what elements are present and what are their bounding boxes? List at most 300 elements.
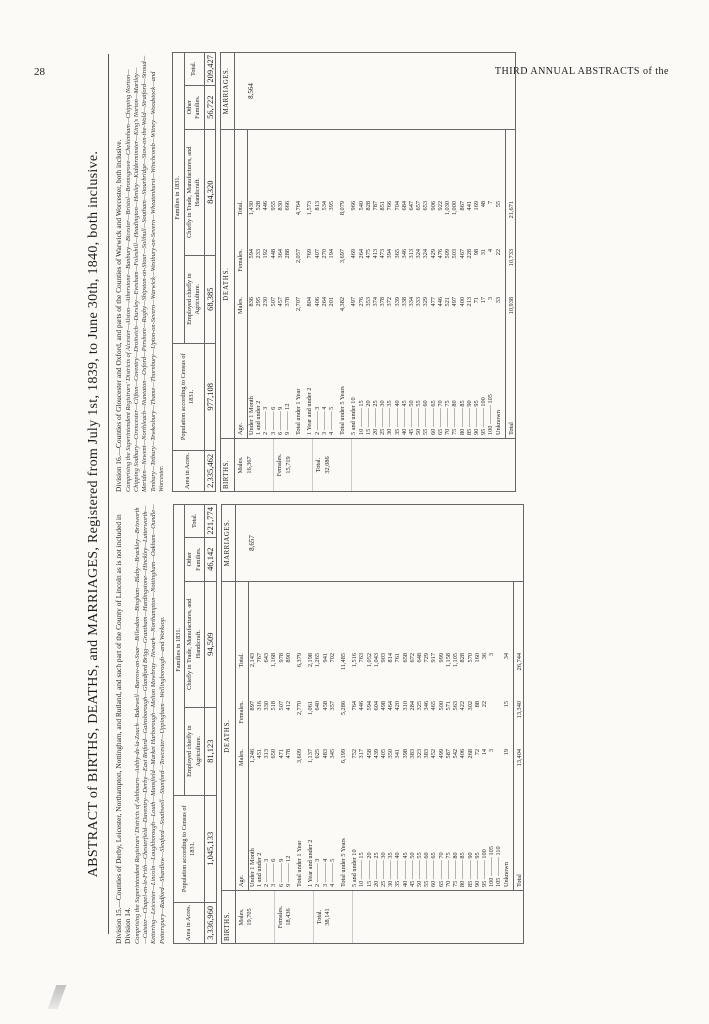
- deaths-column-headers: [236, 582, 249, 890]
- deaths-males: 497: [451, 297, 459, 307]
- deaths-males: 457: [276, 297, 284, 307]
- deaths-total: 766: [386, 201, 394, 211]
- age-header: Age.: [237, 874, 245, 887]
- deaths-age: Unknown: [494, 410, 502, 435]
- deaths-total: 1,000: [451, 201, 459, 216]
- deaths-males: 2,707: [295, 297, 303, 312]
- population-header: Population according to Census of 1831.: [173, 795, 205, 902]
- families-header: Families in 1831.: [173, 53, 185, 344]
- fam-trade-header: Chiefly in Trade, Manufactures, and Handicraft.: [184, 129, 204, 255]
- deaths-females: 31: [480, 249, 488, 256]
- deaths-row: [422, 130, 429, 438]
- deaths-males: 542: [452, 749, 460, 759]
- deaths-age: 70 ——— 75: [444, 852, 452, 887]
- deaths-row: [328, 130, 335, 438]
- deaths-total: 48: [480, 201, 488, 208]
- deaths-total: 906: [429, 201, 437, 211]
- deaths-total: 7: [487, 201, 495, 205]
- deaths-total: [495, 649, 502, 697]
- deaths-total: 1,430: [248, 201, 256, 216]
- deaths-age: 85 ——— 90: [466, 852, 474, 887]
- males-header: Males.: [237, 297, 245, 314]
- deaths-females: 464: [387, 701, 395, 711]
- deaths-age: Total under 1 Year: [295, 388, 303, 435]
- fam-total-header: Total.: [185, 505, 205, 538]
- deaths-males: 471: [277, 749, 285, 759]
- deaths-age: 55 ——— 60: [423, 852, 431, 887]
- deaths-females: 98: [472, 249, 480, 256]
- deaths-females: 270: [320, 249, 328, 259]
- deaths-age: 1 and under 2: [255, 400, 263, 435]
- deaths-males: 333: [415, 297, 423, 307]
- deaths-total: 867: [458, 201, 466, 211]
- deaths-females: 594: [248, 249, 256, 259]
- deaths-age: 15 ——— 20: [365, 852, 373, 887]
- deaths-males: 230: [262, 297, 270, 307]
- deaths-age: 60 ——— 65: [429, 400, 437, 435]
- deaths-females: 467: [458, 249, 466, 259]
- deaths-females: 3,697: [339, 249, 347, 264]
- deaths-row: [415, 130, 422, 438]
- deaths-total: 1,043: [372, 653, 380, 668]
- deaths-row: [480, 130, 487, 438]
- families-header: Families in 1831.: [173, 505, 185, 796]
- deaths-males: 329: [422, 297, 430, 307]
- deaths-females: 507: [277, 701, 285, 711]
- deaths-age: 3 ——— 4: [320, 406, 328, 435]
- deaths-males: 406: [459, 749, 467, 759]
- deaths-males: 383: [408, 749, 416, 759]
- deaths-row: [513, 582, 523, 890]
- population-value: 1,045,133: [205, 795, 217, 902]
- deaths-females: 465: [430, 701, 438, 711]
- deaths-males: 317: [358, 749, 366, 759]
- deaths-total: 828: [364, 201, 372, 211]
- deaths-females: 446: [358, 701, 366, 711]
- females-header: Females.: [237, 249, 245, 272]
- deaths-age: 80 ——— 85: [459, 852, 467, 887]
- deaths-males: 836: [248, 297, 256, 307]
- deaths-total: 534: [320, 201, 328, 211]
- deaths-total: 704: [393, 201, 401, 211]
- deaths-row: [503, 582, 510, 890]
- deaths-total: 8,079: [339, 201, 347, 216]
- deaths-row: [488, 582, 495, 890]
- deaths-age: 75 ——— 80: [451, 400, 459, 435]
- deaths-total: 1,573: [306, 201, 314, 216]
- deaths-total: 917: [430, 653, 438, 663]
- deaths-females: 13,340: [515, 701, 523, 719]
- deaths-age: 2 ——— 3: [262, 406, 270, 435]
- deaths-age: 55 ——— 60: [422, 400, 430, 435]
- deaths-age: 9 ——— 12: [284, 403, 292, 435]
- fam-agri-header: Employed chiefly in Agriculture.: [185, 707, 205, 795]
- fam-trade-header: Chiefly in Trade, Manufactures, and Handicraft.: [185, 581, 205, 707]
- deaths-total: 169: [472, 201, 480, 211]
- females-header: Females.: [237, 701, 245, 724]
- deaths-age: 75 ——— 80: [452, 852, 460, 887]
- deaths-males: 439: [372, 749, 380, 759]
- deaths-row: [437, 130, 444, 438]
- deaths-row: [430, 130, 437, 438]
- fam-total-header: Total.: [184, 53, 204, 86]
- deaths-total: 4,764: [295, 201, 303, 216]
- deaths-row: [495, 582, 502, 890]
- deaths-age: 4 ——— 5: [328, 406, 336, 435]
- deaths-age: Under 1 Month: [248, 848, 256, 887]
- area-population-families-table: [172, 52, 216, 492]
- marriages-value: 8,657: [247, 535, 256, 551]
- deaths-females: 448: [269, 249, 277, 259]
- deaths-row: [295, 130, 302, 438]
- deaths-females: 22: [480, 701, 488, 708]
- births-entry: [236, 891, 275, 943]
- deaths-row: [366, 582, 373, 890]
- deaths-total: 672: [408, 653, 416, 663]
- deaths-males: 497: [350, 297, 358, 307]
- deaths-age: 105 ——— 110: [495, 846, 503, 887]
- deaths-row: [350, 130, 357, 438]
- deaths-males: 3: [487, 297, 495, 301]
- marriages-column: [222, 505, 523, 581]
- deaths-males: 374: [372, 297, 380, 307]
- deaths-females: 346: [423, 701, 431, 711]
- deaths-males: 268: [466, 749, 474, 759]
- deaths-age: 85 ——— 90: [465, 400, 473, 435]
- births-entry: [274, 439, 313, 491]
- deaths-header: DEATHS.: [221, 130, 235, 438]
- deaths-males: 400: [458, 297, 466, 307]
- deaths-males: 452: [430, 749, 438, 759]
- deaths-total: 34: [502, 653, 510, 660]
- deaths-males: [495, 745, 502, 793]
- deaths-age: 3 ——— 6: [269, 406, 277, 435]
- deaths-females: 330: [263, 701, 271, 711]
- deaths-row: [372, 130, 379, 438]
- deaths-row: [430, 582, 437, 890]
- deaths-total: 761: [394, 653, 402, 663]
- deaths-total: 941: [321, 653, 329, 663]
- deaths-row: [296, 582, 303, 890]
- deaths-row: [451, 130, 458, 438]
- deaths-age: 45 ——— 50: [408, 400, 416, 435]
- deaths-age: 20 ——— 25: [372, 400, 380, 435]
- deaths-females: 518: [270, 701, 278, 711]
- deaths-row: [270, 130, 277, 438]
- deaths-females: 509: [444, 249, 452, 259]
- deaths-females: 284: [408, 701, 416, 711]
- deaths-age: 5 and under 10: [350, 397, 358, 435]
- deaths-total: 26,744: [515, 653, 523, 671]
- deaths-total: 653: [422, 201, 430, 211]
- deaths-males: 499: [437, 749, 445, 759]
- deaths-age: 10 ——— 15: [358, 852, 366, 887]
- deaths-row: [358, 130, 365, 438]
- deaths-row: [321, 130, 328, 438]
- births-header: BIRTHS.: [221, 439, 235, 491]
- deaths-males: 353: [364, 297, 372, 307]
- deaths-males: 71: [472, 297, 480, 304]
- deaths-total: 11,485: [340, 653, 348, 671]
- area-value: 2,335,462: [204, 450, 216, 491]
- deaths-row: [340, 582, 347, 890]
- deaths-total: 1,168: [270, 653, 278, 668]
- deaths-total: 570: [466, 653, 474, 663]
- deaths-males: 378: [284, 297, 292, 307]
- deaths-total: 1,030: [444, 201, 452, 216]
- deaths-row: [314, 130, 321, 438]
- deaths-age: 100 ——— 105: [488, 846, 496, 887]
- deaths-females: 324: [422, 249, 430, 259]
- deaths-females: 88: [473, 701, 481, 708]
- area-value: 3,336,960: [205, 902, 217, 943]
- deaths-females: 413: [372, 249, 380, 259]
- deaths-age: 10 ——— 15: [357, 400, 365, 435]
- births-entry-label: Males.: [237, 908, 245, 926]
- deaths-age: 50 ——— 55: [416, 852, 424, 887]
- births-entry: [314, 891, 353, 943]
- births-entry-value: 18,436: [285, 908, 293, 926]
- page-number: 28: [34, 66, 45, 78]
- fam-agri-value: 68,385: [204, 255, 216, 343]
- births-entry-label: Males.: [237, 456, 245, 474]
- deaths-total: 395: [328, 201, 336, 211]
- deaths-males: 33: [494, 297, 502, 304]
- deaths-females: 22: [494, 249, 502, 256]
- deaths-age: 2 ——— 3: [263, 858, 271, 887]
- deaths-males: 625: [314, 749, 322, 759]
- deaths-males: 17: [480, 297, 488, 304]
- deaths-males: 338: [400, 297, 408, 307]
- deaths-row: [487, 130, 494, 438]
- division-heading: Division 16.—Counties of Gloucester and Oxford, and parts of the Counties of Warwick and Worcester, both inclusive.: [114, 139, 123, 492]
- deaths-total: 999: [437, 653, 445, 663]
- deaths-row: [249, 582, 256, 890]
- area-header: Area in Acres.: [173, 902, 205, 943]
- deaths-total: 540: [357, 201, 365, 211]
- deaths-total: 729: [423, 653, 431, 663]
- deaths-total: 903: [380, 653, 388, 663]
- deaths-row: [402, 582, 409, 890]
- deaths-females: 498: [380, 701, 388, 711]
- deaths-females: 407: [313, 249, 321, 259]
- deaths-column: [222, 581, 523, 890]
- deaths-males: 3,609: [296, 749, 304, 764]
- deaths-females: 233: [255, 249, 263, 259]
- marriages-header: MARRIAGES.: [221, 53, 235, 129]
- fam-other-header: Other Families.: [185, 537, 205, 581]
- deaths-row: [358, 582, 365, 890]
- deaths-age: 70 ——— 75: [444, 400, 452, 435]
- deaths-females: 194: [328, 249, 336, 259]
- deaths-total: 1,516: [351, 653, 359, 668]
- deaths-row: [278, 582, 285, 890]
- deaths-age: 80 ——— 85: [458, 400, 466, 435]
- deaths-row: [262, 130, 269, 438]
- deaths-age: 90 ——— 95: [472, 400, 480, 435]
- marriages-column: [221, 53, 515, 129]
- fam-agri-value: 81,123: [205, 707, 217, 795]
- deaths-males: 350: [387, 749, 395, 759]
- deaths-row: [445, 582, 452, 890]
- deaths-age: 30 ——— 35: [387, 852, 395, 887]
- deaths-age: 4 ——— 5: [328, 858, 336, 887]
- deaths-age: 40 ——— 45: [400, 400, 408, 435]
- deaths-males: 341: [394, 749, 402, 759]
- deaths-total: 763: [358, 653, 366, 663]
- deaths-males: 276: [357, 297, 365, 307]
- total-header: Total.: [237, 653, 245, 668]
- deaths-females: 422: [459, 701, 467, 711]
- fam-trade-value: 84,320: [204, 129, 216, 255]
- deaths-females: 346: [400, 249, 408, 259]
- deaths-row: [306, 130, 313, 438]
- deaths-males: 4,382: [339, 297, 347, 312]
- deaths-males: 72: [473, 749, 481, 756]
- division-16: [114, 52, 516, 492]
- deaths-total: 702: [328, 653, 336, 663]
- deaths-age: 3 ——— 4: [321, 858, 329, 887]
- deaths-row: [444, 130, 451, 438]
- deaths-row: [277, 130, 284, 438]
- deaths-row: [380, 582, 387, 890]
- deaths-males: 1,246: [248, 749, 256, 764]
- deaths-column-headers: [235, 130, 248, 438]
- deaths-females: 475: [364, 249, 372, 259]
- deaths-males: 334: [408, 297, 416, 307]
- deaths-total: 1,105: [452, 653, 460, 668]
- vital-statistics-grid: [221, 504, 524, 944]
- deaths-males: 398: [401, 749, 409, 759]
- deaths-age: 35 ——— 40: [393, 400, 401, 435]
- deaths-females: 2,770: [296, 701, 304, 716]
- deaths-males: 13,404: [515, 749, 523, 767]
- deaths-age: 95 ——— 100: [480, 849, 488, 887]
- deaths-females: 640: [314, 701, 322, 711]
- deaths-age: 9 ——— 12: [284, 855, 292, 887]
- deaths-age: 2 ——— 3: [314, 858, 322, 887]
- deaths-row: [263, 582, 270, 890]
- deaths-females: 310: [401, 701, 409, 711]
- deaths-age: 6 ——— 9: [277, 858, 285, 887]
- deaths-males: 3: [488, 749, 496, 753]
- deaths-females: 420: [394, 701, 402, 711]
- deaths-males: 451: [256, 749, 264, 759]
- division-districts: Comprising the Superintendent Registrars' Districts of Alcester—Alston—Atherstone—Banbury—Bicester—Bristol—Bromsgrove—Cheltenham—Chipping Norton—Chipping Sodbury—Cirencester—Clifton—Coventry—Droitwich—Dursley—Evesham—Foleshill—Headington—Henley—Kidderminster—King's Norton—Martley—Meriden—Newent—Northleach—Nuneaton—Oxford—Pershore—Rugby—Shipston-on-Stour—Solihull—Southam—Stourbridge—Stow-on-the-Wold—Stratford—Stroud—Tenbury—Tetbury—Tewkesbury—Thame—Thornbury—Upton-on-Severn—Warwick—Westbury-on-Severn—Wheatenhurst—Winchcomb—Witney—Woodstock—and Worcester.: [125, 55, 165, 492]
- deaths-females: 594: [365, 701, 373, 711]
- running-head: THIRD ANNUAL ABSTRACTS of the: [494, 66, 669, 77]
- fam-other-value: 56,722: [204, 85, 216, 129]
- deaths-age: 1 and under 2: [256, 852, 264, 887]
- deaths-total: 647: [408, 201, 416, 211]
- deaths-females: 429: [429, 249, 437, 259]
- deaths-males: 405: [380, 749, 388, 759]
- fam-other-header: Other Families.: [184, 85, 204, 129]
- deaths-total: 813: [313, 201, 321, 211]
- deaths-age: 25 ——— 30: [380, 852, 388, 887]
- deaths-females: 357: [328, 701, 336, 711]
- deaths-age: 30 ——— 35: [386, 400, 394, 435]
- deaths-males: 1,137: [307, 749, 315, 764]
- deaths-males: 213: [465, 297, 473, 307]
- deaths-age: 100 ——— 105: [487, 394, 495, 435]
- deaths-males: 521: [444, 297, 452, 307]
- deaths-age: 60 ——— 65: [430, 852, 438, 887]
- births-entry: [313, 439, 352, 491]
- deaths-row: [314, 582, 321, 890]
- deaths-row: [408, 130, 415, 438]
- deaths-row: [284, 130, 291, 438]
- fam-trade-value: 94,509: [205, 581, 217, 707]
- deaths-females: 394: [386, 249, 394, 259]
- deaths-row: [379, 130, 386, 438]
- deaths-females: 5,286: [340, 701, 348, 716]
- deaths-males: 458: [365, 749, 373, 759]
- deaths-row: [438, 582, 445, 890]
- males-header: Males.: [237, 749, 245, 766]
- deaths-age: 65 ——— 70: [436, 400, 444, 435]
- deaths-age: 35 ——— 40: [394, 852, 402, 887]
- deaths-row: [365, 130, 372, 438]
- deaths-females: [488, 697, 495, 745]
- deaths-total: 528: [255, 201, 263, 211]
- division-15: [114, 504, 524, 944]
- deaths-row: [307, 582, 314, 890]
- deaths-total: 658: [401, 653, 409, 663]
- deaths-total: 2,198: [307, 653, 315, 668]
- deaths-males: 478: [284, 749, 292, 759]
- deaths-females: 473: [379, 249, 387, 259]
- deaths-age: Under 1 Month: [248, 396, 256, 435]
- deaths-age: 3 ——— 6: [270, 858, 278, 887]
- deaths-age: 2 ——— 3: [313, 406, 321, 435]
- deaths-males: 446: [436, 297, 444, 307]
- population-value: 977,108: [204, 343, 216, 450]
- deaths-row: [452, 582, 459, 890]
- births-entry: [235, 439, 274, 491]
- deaths-row: [459, 130, 466, 438]
- deaths-total: 1,052: [365, 653, 373, 668]
- deaths-row: [394, 582, 401, 890]
- deaths-row: [329, 582, 336, 890]
- births-column: [221, 438, 515, 491]
- deaths-row: [394, 130, 401, 438]
- deaths-total: 666: [284, 201, 292, 211]
- deaths-age: 95 ——— 100: [480, 397, 488, 435]
- deaths-row: [423, 582, 430, 890]
- title-rule: [108, 54, 109, 934]
- fam-total-value: 209,427: [204, 53, 216, 86]
- deaths-females: 764: [351, 701, 359, 711]
- deaths-total: 828: [459, 653, 467, 663]
- deaths-females: 412: [284, 701, 292, 711]
- deaths-females: 192: [262, 249, 270, 259]
- deaths-males: 313: [263, 749, 271, 759]
- deaths-total: 814: [387, 653, 395, 663]
- deaths-total: 922: [436, 201, 444, 211]
- deaths-females: 15: [502, 701, 510, 708]
- deaths-total: 441: [465, 201, 473, 211]
- deaths-females: 500: [437, 701, 445, 711]
- deaths-row: [474, 582, 481, 890]
- deaths-total: 890: [284, 653, 292, 663]
- deaths-row: [255, 130, 262, 438]
- births-entry-label: Total.: [315, 457, 323, 473]
- marriages-value: 8,564: [247, 83, 256, 99]
- deaths-males: 19: [502, 749, 510, 756]
- fam-total-value: 221,774: [205, 505, 217, 538]
- births-entry-label: Females.: [276, 453, 284, 477]
